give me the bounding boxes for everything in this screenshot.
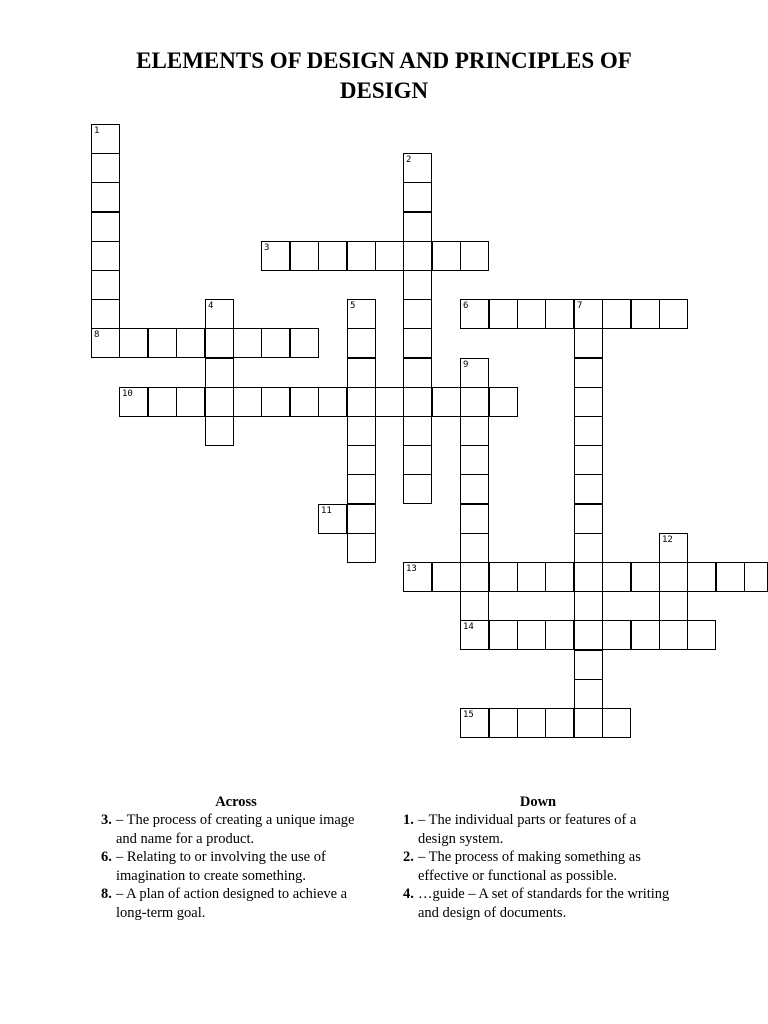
clue-text: – A plan of action designed to achieve a long-term goal.	[116, 886, 348, 921]
grid-cell[interactable]	[148, 328, 177, 358]
grid-cell[interactable]	[631, 299, 660, 329]
grid-cell[interactable]	[233, 328, 262, 358]
grid-cell[interactable]	[574, 533, 603, 563]
cell-number: 14	[463, 622, 474, 632]
grid-cell[interactable]	[460, 620, 489, 650]
grid-cell[interactable]	[91, 212, 120, 242]
clue-number: 3.	[101, 812, 112, 828]
grid-cell[interactable]	[347, 474, 376, 504]
grid-cell[interactable]	[517, 562, 546, 592]
grid-cell[interactable]	[489, 708, 518, 738]
grid-cell[interactable]	[403, 328, 432, 358]
cell-number: 11	[321, 506, 332, 516]
grid-cell[interactable]	[574, 562, 603, 592]
grid-cell[interactable]	[290, 328, 319, 358]
grid-cell[interactable]	[716, 562, 745, 592]
grid-cell[interactable]	[375, 387, 404, 417]
grid-cell[interactable]	[403, 562, 432, 592]
cell-number: 13	[406, 564, 417, 574]
grid-cell[interactable]	[347, 241, 376, 271]
grid-cell[interactable]	[403, 416, 432, 446]
clue-number: 8.	[101, 886, 112, 902]
grid-cell[interactable]	[659, 562, 688, 592]
grid-cell[interactable]	[545, 562, 574, 592]
grid-cell[interactable]	[432, 562, 461, 592]
grid-cell[interactable]	[119, 328, 148, 358]
clue-text: – Relating to or involving the use of imagination to create something.	[116, 849, 326, 884]
grid-cell[interactable]	[290, 241, 319, 271]
grid-cell[interactable]	[659, 620, 688, 650]
grid-cell[interactable]	[91, 270, 120, 300]
grid-cell[interactable]	[489, 387, 518, 417]
grid-cell[interactable]	[403, 387, 432, 417]
grid-cell[interactable]	[347, 299, 376, 329]
grid-cell[interactable]	[318, 387, 347, 417]
grid-cell[interactable]	[91, 241, 120, 271]
grid-cell[interactable]	[460, 416, 489, 446]
grid-cell[interactable]	[574, 358, 603, 388]
down-heading: Down	[519, 794, 557, 810]
grid-cell[interactable]	[545, 708, 574, 738]
down-clue	[403, 885, 673, 922]
grid-cell[interactable]	[659, 591, 688, 621]
grid-cell[interactable]	[460, 445, 489, 475]
grid-cell[interactable]	[574, 416, 603, 446]
grid-cell[interactable]	[91, 182, 120, 212]
cell-number: 2	[406, 155, 412, 165]
grid-cell[interactable]	[176, 328, 205, 358]
cell-number: 5	[350, 301, 356, 311]
grid-cell[interactable]	[517, 299, 546, 329]
grid-cell[interactable]	[460, 591, 489, 621]
clue-text: …guide – A set of standards for the writing and design of documents.	[418, 886, 670, 921]
cell-number: 7	[577, 301, 583, 311]
grid-cell[interactable]	[91, 328, 120, 358]
grid-cell[interactable]	[460, 533, 489, 563]
grid-cell[interactable]	[148, 387, 177, 417]
cell-number: 8	[94, 330, 100, 340]
grid-cell[interactable]	[91, 153, 120, 183]
grid-cell[interactable]	[403, 241, 432, 271]
grid-cell[interactable]	[432, 387, 461, 417]
grid-cell[interactable]	[205, 358, 234, 388]
clue-number: 6.	[101, 849, 112, 865]
grid-cell[interactable]	[403, 358, 432, 388]
grid-cell[interactable]	[119, 387, 148, 417]
grid-cell[interactable]	[574, 708, 603, 738]
grid-cell[interactable]	[205, 328, 234, 358]
grid-cell[interactable]	[631, 620, 660, 650]
cell-number: 4	[208, 301, 214, 311]
grid-cell[interactable]	[261, 387, 290, 417]
down-clue	[403, 811, 673, 848]
cell-number: 10	[122, 389, 133, 399]
grid-cell[interactable]	[602, 299, 631, 329]
grid-cell[interactable]	[659, 533, 688, 563]
grid-cell[interactable]	[574, 679, 603, 709]
grid-cell[interactable]	[403, 474, 432, 504]
across-clue	[101, 885, 371, 922]
across-clue	[101, 848, 371, 885]
clue-text: – The individual parts or features of a design system.	[418, 812, 637, 847]
cell-number: 6	[463, 301, 469, 311]
grid-cell[interactable]	[403, 153, 432, 183]
grid-cell[interactable]	[574, 387, 603, 417]
grid-cell[interactable]	[460, 474, 489, 504]
grid-cell[interactable]	[318, 241, 347, 271]
grid-cell[interactable]	[545, 299, 574, 329]
cell-number: 3	[264, 243, 270, 253]
cell-number: 1	[94, 126, 100, 136]
clue-text: – The process of creating a unique image and name for a product.	[116, 812, 355, 847]
grid-cell[interactable]	[91, 124, 120, 154]
grid-cell[interactable]	[460, 562, 489, 592]
grid-cell[interactable]	[574, 474, 603, 504]
grid-cell[interactable]	[432, 241, 461, 271]
grid-cell[interactable]	[91, 299, 120, 329]
across-clue	[101, 811, 371, 848]
grid-cell[interactable]	[403, 299, 432, 329]
down-clue	[403, 848, 673, 885]
grid-cell[interactable]	[347, 328, 376, 358]
grid-cell[interactable]	[375, 241, 404, 271]
grid-cell[interactable]	[460, 358, 489, 388]
cell-number: 12	[662, 535, 673, 545]
grid-cell[interactable]	[261, 328, 290, 358]
grid-cell[interactable]	[574, 328, 603, 358]
across-clues	[101, 793, 371, 922]
grid-cell[interactable]	[347, 358, 376, 388]
grid-cell[interactable]	[403, 212, 432, 242]
grid-cell[interactable]	[233, 387, 262, 417]
grid-cell[interactable]	[489, 620, 518, 650]
grid-cell[interactable]	[460, 504, 489, 534]
grid-cell[interactable]	[574, 620, 603, 650]
grid-cell[interactable]	[290, 387, 319, 417]
title-line-1: ELEMENTS OF DESIGN AND PRINCIPLES OF	[136, 48, 632, 73]
grid-cell[interactable]	[347, 533, 376, 563]
grid-cell[interactable]	[574, 591, 603, 621]
grid-cell[interactable]	[545, 620, 574, 650]
grid-cell[interactable]	[460, 708, 489, 738]
grid-cell[interactable]	[318, 504, 347, 534]
grid-cell[interactable]	[261, 241, 290, 271]
grid-cell[interactable]	[574, 504, 603, 534]
grid-cell[interactable]	[744, 562, 768, 592]
grid-cell[interactable]	[205, 387, 234, 417]
grid-cell[interactable]	[574, 445, 603, 475]
grid-cell[interactable]	[517, 708, 546, 738]
grid-cell[interactable]	[403, 182, 432, 212]
grid-cell[interactable]	[460, 241, 489, 271]
grid-cell[interactable]	[631, 562, 660, 592]
grid-cell[interactable]	[205, 299, 234, 329]
grid-cell[interactable]	[347, 445, 376, 475]
clue-number: 1.	[403, 812, 414, 828]
down-clues	[403, 793, 673, 922]
grid-cell[interactable]	[347, 387, 376, 417]
grid-cell[interactable]	[460, 387, 489, 417]
clue-number: 4.	[403, 886, 414, 902]
clue-text: – The process of making something as effective or functional as possible.	[418, 849, 641, 884]
grid-cell[interactable]	[489, 562, 518, 592]
clue-number: 2.	[403, 849, 414, 865]
grid-cell[interactable]	[687, 562, 716, 592]
grid-cell[interactable]	[517, 620, 546, 650]
title-line-2: DESIGN	[339, 78, 429, 103]
grid-cell[interactable]	[403, 445, 432, 475]
grid-cell[interactable]	[687, 620, 716, 650]
cell-number: 15	[463, 710, 474, 720]
grid-cell[interactable]	[574, 299, 603, 329]
grid-cell[interactable]	[403, 270, 432, 300]
grid-cell[interactable]	[602, 620, 631, 650]
grid-cell[interactable]	[176, 387, 205, 417]
grid-cell[interactable]	[574, 650, 603, 680]
grid-cell[interactable]	[659, 299, 688, 329]
grid-cell[interactable]	[347, 416, 376, 446]
grid-cell[interactable]	[602, 708, 631, 738]
grid-cell[interactable]	[347, 504, 376, 534]
cell-number: 9	[463, 360, 469, 370]
grid-cell[interactable]	[460, 299, 489, 329]
grid-cell[interactable]	[205, 416, 234, 446]
grid-cell[interactable]	[489, 299, 518, 329]
grid-cell[interactable]	[602, 562, 631, 592]
across-heading: Across	[215, 794, 257, 810]
